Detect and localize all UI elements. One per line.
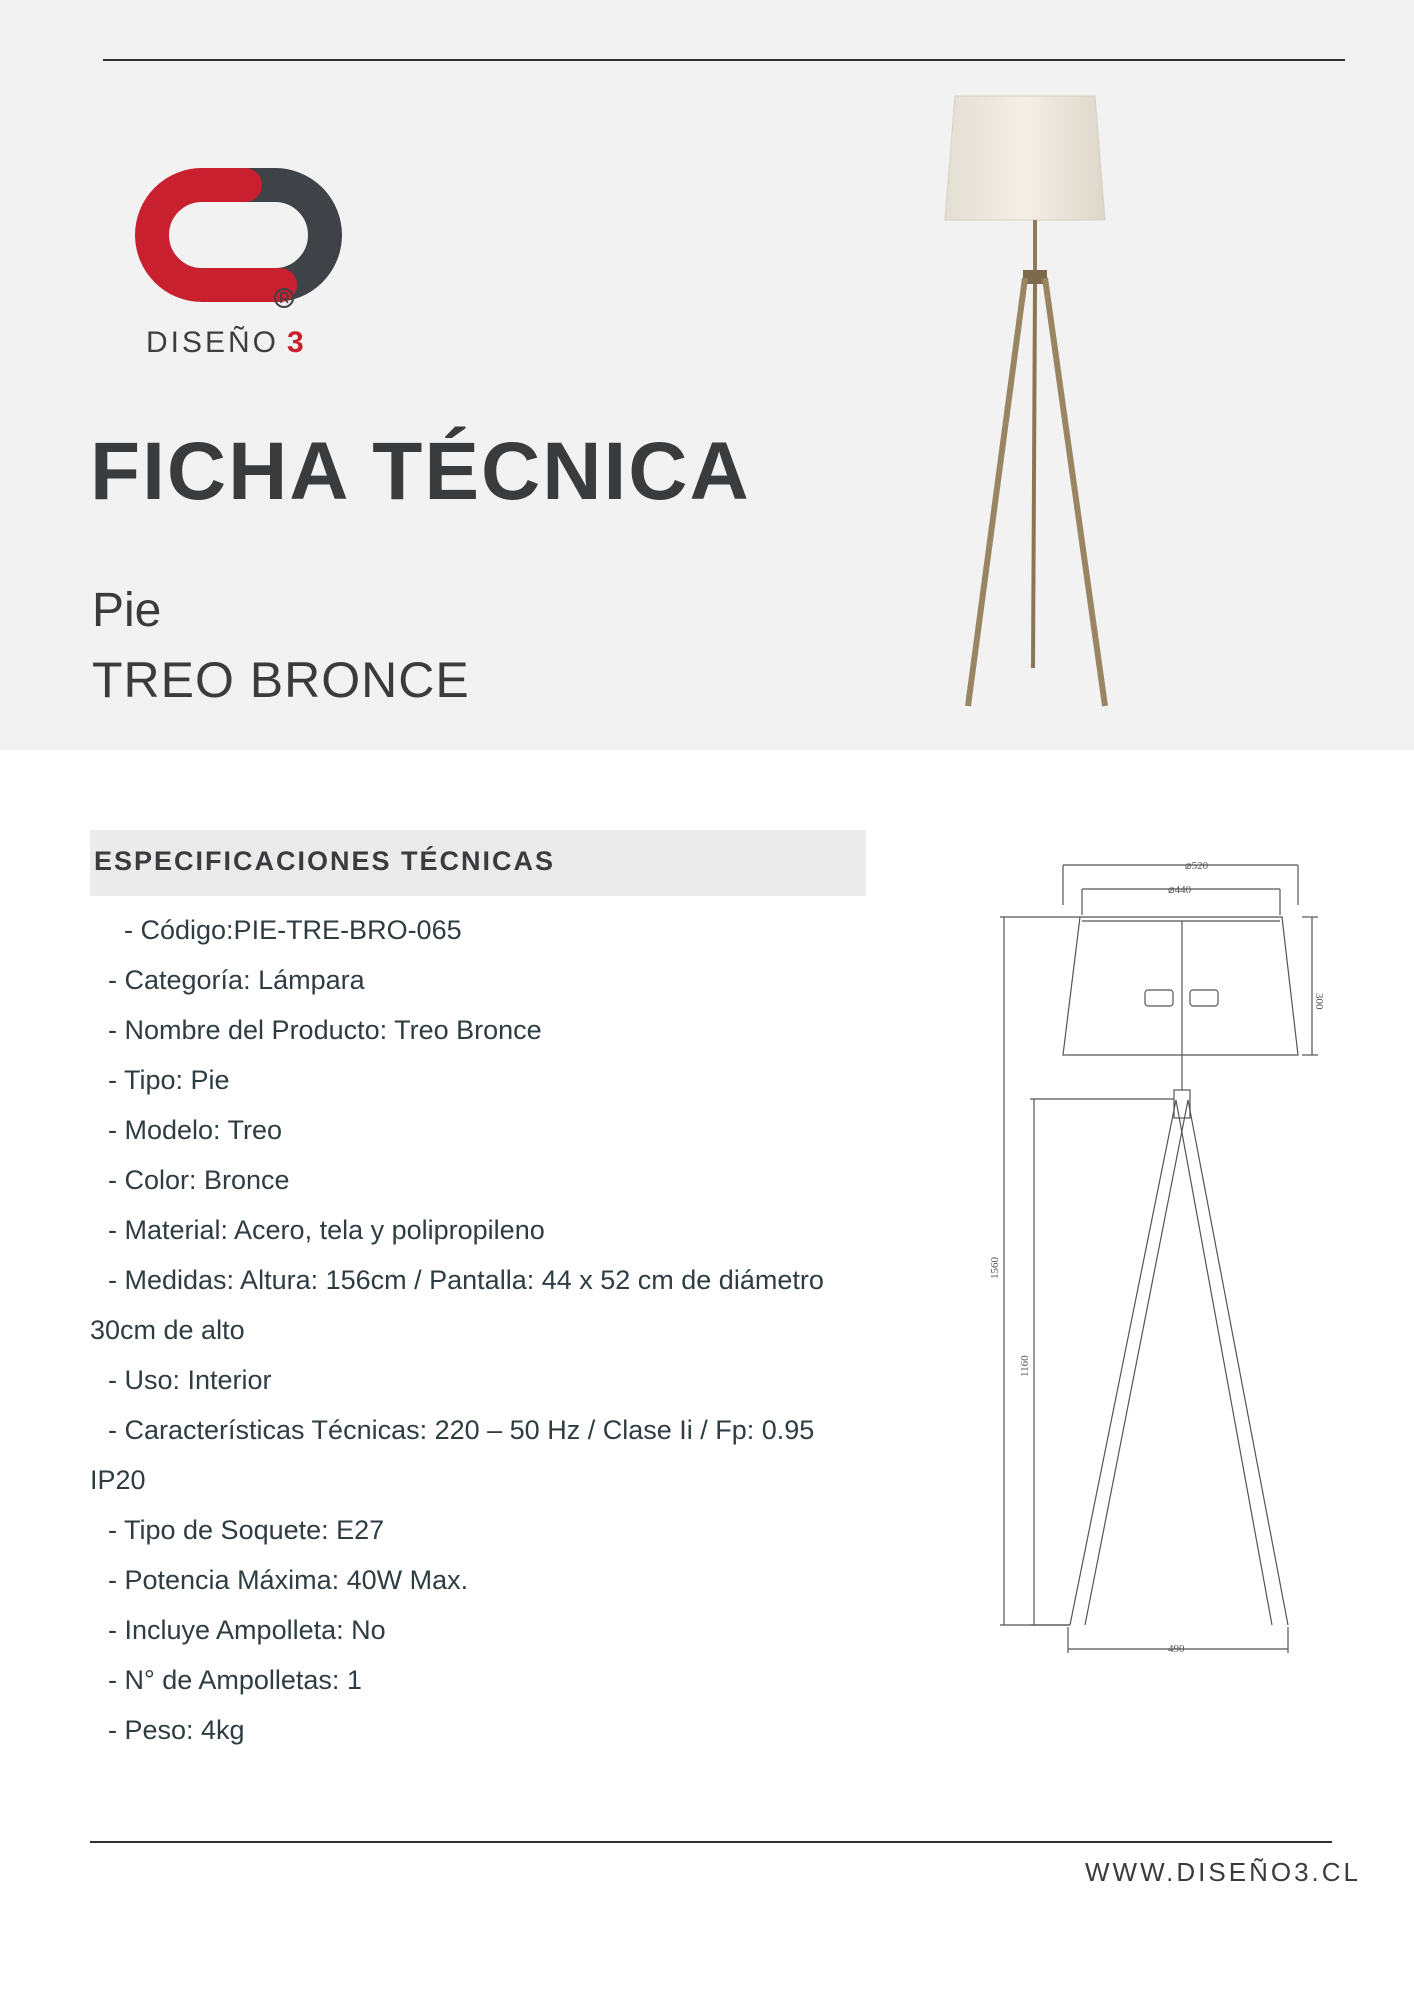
spec-item: - Peso: 4kg	[108, 1715, 245, 1745]
specs-list	[90, 905, 910, 1755]
dim-base-width: 490	[1168, 1643, 1185, 1655]
spec-item: - Color: Bronce	[108, 1165, 290, 1195]
brand-number: 3	[287, 326, 307, 359]
bottom-divider	[90, 1841, 1332, 1843]
floor-lamp-icon	[925, 88, 1125, 714]
dim-top-outer: ⌀520	[1185, 860, 1209, 872]
spec-item: - Modelo: Treo	[108, 1115, 283, 1145]
spec-item: - Categoría: Lámpara	[108, 965, 365, 995]
technical-drawing	[990, 855, 1325, 1665]
page-title: FICHA TÉCNICA	[90, 426, 751, 517]
website-url: WWW.DISEÑO3.CL	[1085, 1857, 1362, 1887]
dim-base-height: 1160	[1019, 1355, 1031, 1377]
dim-total-height: 1560	[990, 1257, 1001, 1279]
spec-item: IP20	[90, 1465, 146, 1495]
spec-item: - Tipo de Soquete: E27	[108, 1515, 385, 1545]
hero-section	[0, 0, 1414, 750]
specs-heading: ESPECIFICACIONES TÉCNICAS	[94, 846, 556, 876]
spec-item: - Material: Acero, tela y polipropileno	[108, 1215, 545, 1245]
brand-name-text: DISEÑO	[146, 326, 280, 359]
spec-item: - Nombre del Producto: Treo Bronce	[108, 1015, 542, 1045]
spec-item: 30cm de alto	[90, 1315, 245, 1345]
spec-item: - Tipo: Pie	[108, 1065, 230, 1095]
product-name: TREO BRONCE	[92, 652, 470, 708]
product-type: Pie	[92, 584, 162, 637]
spec-item: - Código:PIE-TRE-BRO-065	[124, 915, 462, 945]
brand-name	[146, 326, 307, 360]
spec-item: - Potencia Máxima: 40W Max.	[108, 1565, 469, 1595]
spec-item: - Características Técnicas: 220 – 50 Hz / Clase Ii / Fp: 0.95	[108, 1415, 815, 1445]
dim-top-inner: ⌀440	[1168, 884, 1192, 896]
spec-item: - Medidas: Altura: 156cm / Pantalla: 44 x 52 cm de diámetro	[108, 1265, 824, 1295]
top-divider	[103, 59, 1345, 61]
dim-shade-height: 300	[1313, 993, 1325, 1010]
spec-item: - Incluye Ampolleta: No	[108, 1615, 386, 1645]
spec-item: - N° de Ampolletas: 1	[108, 1665, 362, 1695]
spec-item: - Uso: Interior	[108, 1365, 272, 1395]
product-photo	[925, 88, 1125, 714]
dimension-drawing-icon	[990, 855, 1325, 1665]
